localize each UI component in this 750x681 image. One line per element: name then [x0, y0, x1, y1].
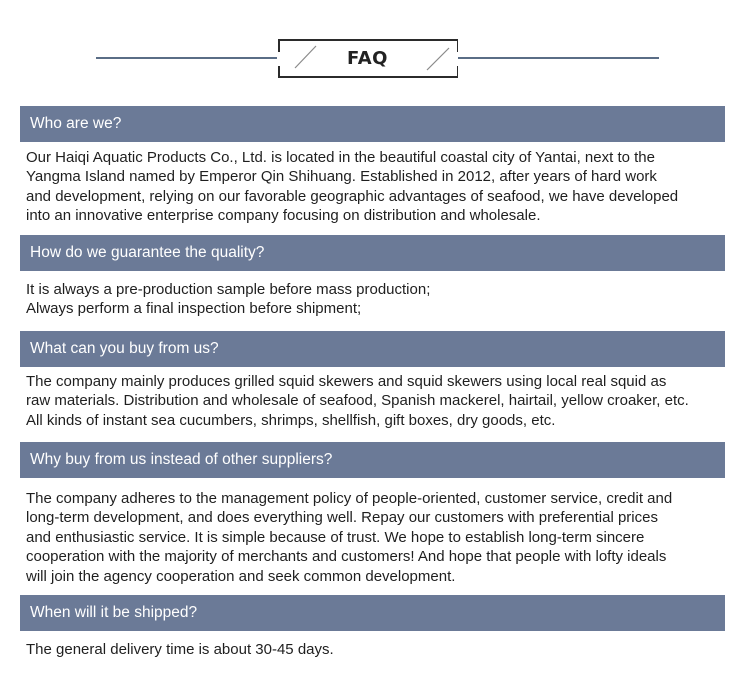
faq-answer: The general delivery time is about 30-45 days. [26, 641, 334, 658]
faq-question-bar: Who are we? [20, 106, 725, 142]
faq-question-bar: Why buy from us instead of other suppliers? [20, 442, 725, 478]
faq-question-bar: How do we guarantee the quality? [20, 235, 725, 271]
faq-answer: It is always a pre-production sample before mass production; Always perform a final inspection before shipment; [26, 281, 431, 318]
title-divider-left [96, 57, 286, 59]
faq-question-bar: When will it be shipped? [20, 595, 725, 631]
faq-answer: The company adheres to the management policy of people-oriented, customer service, credit and long-term development, and does everything well. Repay our customers with preferential prices and enthusiastic service. It is simple because of trust. We hope to establish long-term sincere cooperation with the majority of merchants and customers! And hope that people with lofty ideals will join the agency cooperation and seek common development. [26, 490, 673, 585]
faq-question-bar: What can you buy from us? [20, 331, 725, 367]
faq-answer: The company mainly produces grilled squid skewers and squid skewers using local real squid as raw materials. Distribution and wholesale of seafood, Spanish mackerel, hairtail, yellow croaker, etc. All kinds of instant sea cucumbers, shrimps, shellfish, gift boxes, dry goods, etc. [26, 373, 689, 429]
faq-title-frame [277, 38, 458, 79]
page-title: FAQ [347, 48, 388, 69]
faq-answer: Our Haiqi Aquatic Products Co., Ltd. is located in the beautiful coastal city of Yantai, next to the Yangma Island named by Emperor Qin Shihuang. Established in 2012, after years of hard work and development, relying on our favorable geographic advantages of seafood, we have developed into an innovative enterprise company focusing on distribution and wholesale. [26, 149, 679, 225]
title-divider-right [454, 57, 659, 59]
